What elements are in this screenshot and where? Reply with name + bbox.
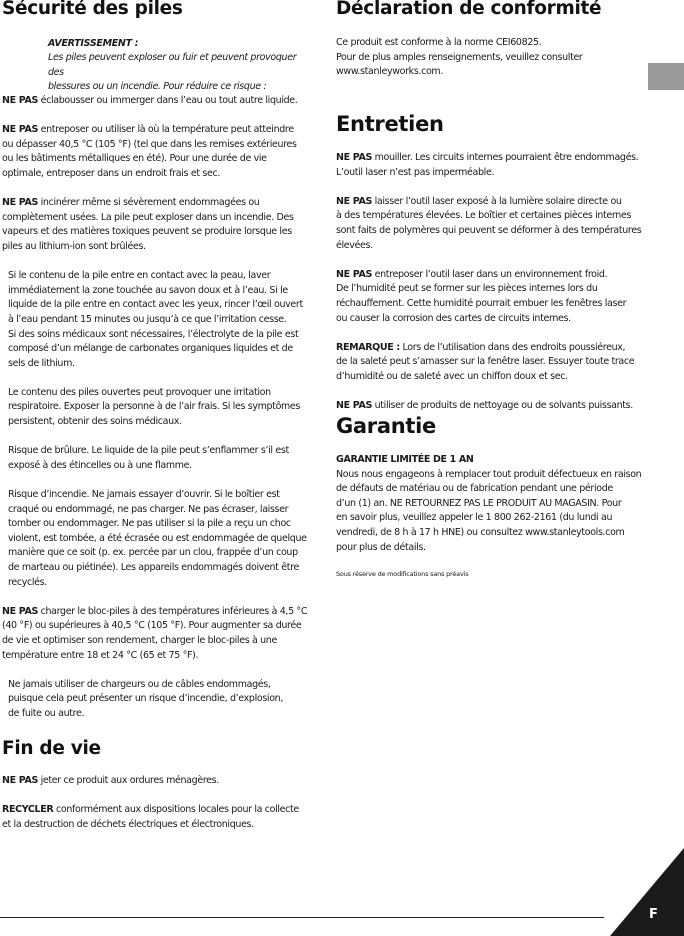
paragraph-skin-contact: [2, 269, 314, 371]
text-line: laisser l’outil laser exposé à la lumière solaire directe ou: [371, 195, 622, 207]
end-of-life-body: [2, 774, 314, 847]
text-line: entreposer ou utiliser là où la température peut atteindre: [37, 124, 294, 136]
keyword: REMARQUE :: [336, 341, 400, 353]
text-line: sels de lithium.: [8, 357, 75, 369]
text-line: conformément aux dispositions locales pour la collecte: [53, 804, 299, 816]
keyword: NE PAS: [2, 95, 38, 106]
warning-line: Les piles peuvent exploser ou fuir et peuvent provoquer des: [48, 52, 297, 78]
text-line: L’outil laser n’est pas imperméable.: [336, 166, 495, 178]
text-line: réchauffement. Cette humidité pourrait embuer les fenêtres laser: [336, 297, 627, 309]
end-of-life-heading: Fin de vie: [2, 738, 101, 759]
warning-title: AVERTISSEMENT :: [48, 38, 139, 49]
text-line: puisque cela peut présenter un risque d’incendie, d’explosion,: [8, 693, 284, 705]
paragraph-no-solvents: [336, 399, 651, 414]
paragraph-no-cold: [336, 268, 651, 326]
keyword: RECYCLER: [2, 804, 54, 816]
text-line: recyclés.: [8, 576, 47, 588]
battery-safety-body: [2, 94, 314, 736]
maintenance-heading: Entretien: [336, 112, 444, 136]
warning-triangle-icon: [22, 34, 40, 50]
text-line: température entre 18 et 24 °C (65 et 75 °F).: [2, 649, 199, 661]
footer-rule: [0, 917, 604, 918]
text-line: violent, est tombée, a été écrasée ou est endommagée de quelque: [8, 532, 307, 544]
text-line: composé d’un mélange de carbonates organiques liquides et de: [8, 343, 293, 355]
text-line: complètement usées. La pile peut exploser dans un incendie. Des: [2, 211, 294, 223]
paragraph-no-splash: [2, 94, 314, 109]
text-line: à des températures élevées. Le boîtier et certaines pièces internes: [336, 210, 632, 222]
text-line: à l’eau pendant 15 minutes ou jusqu’à ce que l’irritation cesse.: [8, 313, 287, 325]
paragraph-no-store-heat: [2, 123, 314, 181]
text-line: ou les bâtiments métalliques en été). Pour une durée de vie: [2, 153, 267, 165]
conformity-heading: Déclaration de conformité: [336, 0, 602, 19]
text-line: Pour de plus amples renseignements, veuillez consulter: [336, 51, 583, 63]
text-line: de la saleté peut s’amasser sur la fenêtre laser. Essuyer toute trace: [336, 356, 635, 368]
text-line: ou dépasser 40,5 °C (105 °F) (tel que dans les remises extérieures: [2, 138, 297, 150]
paragraph-recycle: [2, 803, 314, 832]
text-line: de défauts de matériau ou de fabrication pendant une période: [336, 483, 613, 495]
text-line: entreposer l’outil laser dans un environnement froid.: [371, 268, 608, 280]
text-line: de marteau ou piétinée). Les appareils endommagés doivent être: [8, 562, 299, 573]
text-line: De l’humidité peut se former sur les pièces internes lors du: [336, 283, 598, 295]
conformity-body: [336, 36, 648, 94]
text-line: incinérer même si sévèrement endommagées ou: [37, 197, 260, 209]
text-line: vendredi, de 8 h à 17 h HNE) ou consultez www.stanleytools.com: [336, 526, 625, 538]
text-line: charger le bloc-piles à des températures inférieures à 4,5 °C: [37, 605, 308, 617]
paragraph-damaged-chargers: [2, 678, 314, 722]
paragraph-note-dust: [336, 341, 651, 385]
text-line: éclabousser ou immerger dans l’eau ou tout autre liquide.: [37, 95, 298, 106]
text-line: Lors de l’utilisation dans des endroits poussiéreux,: [399, 341, 626, 353]
text-line: persistent, obtenir des soins médicaux.: [8, 416, 182, 428]
paragraph-no-sun: [336, 195, 651, 253]
text-line: Le contenu des piles ouvertes peut provoquer une irritation: [8, 386, 271, 398]
paragraph-no-charge-temp: [2, 605, 314, 663]
text-line: élevées.: [336, 239, 373, 251]
text-line: respiratoire. Exposer la personne à de l’air frais. Si les symptômes: [8, 401, 301, 413]
paragraph-burn-risk: [2, 444, 314, 473]
text-line: vapeurs et des matières toxiques peuvent se produire lorsque les: [2, 226, 292, 238]
text-line: Nous nous engageons à remplacer tout produit défectueux en raison: [336, 468, 642, 480]
warranty-title: GARANTIE LIMITÉE DE 1 AN: [336, 454, 474, 465]
text-line: www.stanleyworks.com.: [336, 66, 443, 78]
text-line: Si le contenu de la pile entre en contact avec la peau, laver: [8, 270, 271, 282]
paragraph-warranty: [336, 453, 656, 555]
paragraph-no-wet: [336, 151, 651, 180]
page-language-letter: F: [649, 907, 658, 922]
text-line: Risque d’incendie. Ne jamais essayer d’ouvrir. Si le boîtier est: [8, 489, 280, 501]
text-line: Risque de brûlure. Le liquide de la pile peut s’enflammer s’il est: [8, 445, 289, 457]
text-line: immédiatement la zone touchée au savon doux et à l’eau. Si le: [8, 284, 288, 296]
text-line: liquide de la pile entre en contact avec les yeux, rincer l’œil ouvert: [8, 299, 303, 311]
keyword: NE PAS: [336, 400, 372, 412]
maintenance-body: [336, 151, 651, 428]
text-line: en savoir plus, veuillez appeler le 1 800 262-2161 (du lundi au: [336, 512, 613, 524]
text-line: craqué ou endommagé, ne pas charger. Ne pas écraser, laisser: [8, 503, 289, 515]
text-line: d’un (1) an. NE RETOURNEZ PAS LE PRODUIT AU MAGASIN. Pour: [336, 497, 622, 509]
text-line: exposé à des étincelles ou à une flamme.: [8, 459, 192, 471]
notice-text: Sous réserve de modifications sans préavis: [336, 570, 469, 578]
text-line: pour plus de détails.: [336, 541, 426, 553]
keyword: NE PAS: [2, 124, 38, 136]
battery-safety-heading: Sécurité des piles: [2, 0, 183, 19]
paragraph-no-incinerate: [2, 196, 314, 254]
warning-text: [48, 51, 312, 95]
warranty-heading: Garantie: [336, 414, 436, 438]
keyword: NE PAS: [2, 605, 38, 617]
keyword: NE PAS: [336, 195, 372, 207]
paragraph-fire-risk: [2, 488, 314, 590]
text-line: manière que ce soit (p. ex. percée par un clou, frappée d’un coup: [8, 547, 298, 559]
text-line: Si des soins médicaux sont nécessaires, l’électrolyte de la pile est: [8, 328, 299, 340]
text-line: et la destruction de déchets électriques et électroniques.: [2, 818, 254, 830]
warranty-body: [336, 453, 656, 570]
text-line: tomber ou endommager. Ne pas utiliser si la pile a reçu un choc: [8, 518, 291, 530]
text-line: utiliser de produits de nettoyage ou de solvants puissants.: [371, 400, 633, 412]
paragraph-conformity: [336, 36, 648, 80]
text-line: d’humidité ou de saleté avec un chiffon doux et sec.: [336, 370, 568, 382]
text-line: ou causer la corrosion des cartes de circuits internes.: [336, 312, 571, 324]
keyword: NE PAS: [2, 197, 38, 209]
text-line: jeter ce produit aux ordures ménagères.: [37, 775, 219, 786]
text-line: Ne jamais utiliser de chargeurs ou de câbles endommagés,: [8, 678, 271, 690]
text-line: (40 °F) ou supérieures à 40,5 °C (105 °F). Pour augmenter sa durée: [2, 620, 302, 632]
keyword: NE PAS: [336, 152, 372, 163]
warning-line: blessures ou un incendie. Pour réduire ce risque :: [48, 81, 267, 93]
text-line: optimale, entreposer dans un endroit frais et sec.: [2, 167, 221, 179]
keyword: NE PAS: [336, 268, 372, 280]
text-line: sont faits de polymères qui peuvent se déformer à des températures: [336, 224, 642, 236]
text-line: Ce produit est conforme à la norme CEI60825.: [336, 37, 542, 48]
paragraph-no-trash: [2, 774, 314, 789]
keyword: NE PAS: [2, 775, 38, 786]
text-line: de vie et optimiser son rendement, charger le bloc-piles à une: [2, 634, 277, 646]
text-line: de fuite ou autre.: [8, 707, 85, 719]
text-line: piles au lithium-ion sont brûlées.: [2, 240, 146, 252]
paragraph-respiratory: [2, 386, 314, 430]
text-line: mouiller. Les circuits internes pourraient être endommagés.: [371, 152, 639, 163]
